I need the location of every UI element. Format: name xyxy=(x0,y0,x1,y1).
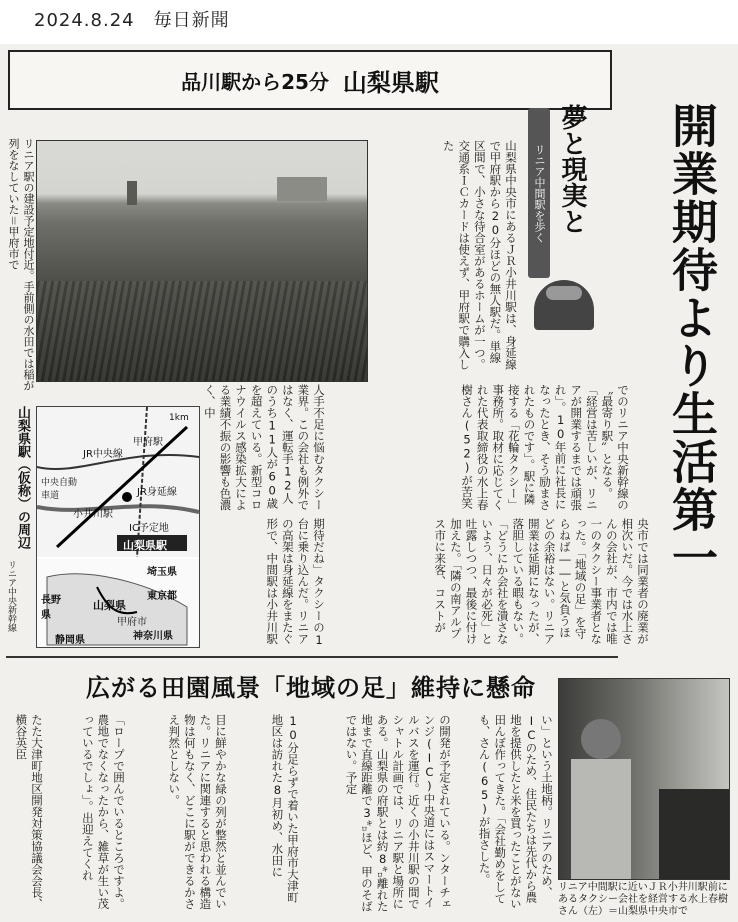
newspaper-clipping xyxy=(0,44,738,922)
banner-station: 山梨県駅 xyxy=(342,68,439,97)
series-emblem xyxy=(534,280,594,330)
map-label-kofu-station: 甲府駅 xyxy=(133,437,163,448)
map-label-ic: IC予定地 xyxy=(129,523,169,534)
bottom-column-3: 目に鮮やかな緑の列が整然と並んでいた。リニアに関連すると思われる構造物は何もなく、どこに駅ができるかさえ判然としない。 xyxy=(167,714,228,910)
bottom-column-6: い」という土地柄。リニアのため、ICのため、住民たちは先代から農地を提供したと米を買ったことがない田んぼ作ってきた。「会社勤めをしても、さん(65)が指さした。 xyxy=(477,714,554,910)
map-label-expressway: 中央自動車道 xyxy=(41,478,78,501)
map-label-jr-chuo: JR中央線 xyxy=(83,449,123,460)
map-label-kanagawa: 神奈川県 xyxy=(133,631,173,642)
article-column-1: 山梨県中央市にあるＪＲ小井川駅は、身延線で甲府駅から20分ほどの無人駅だ。単線区間で、小さな待合室があるホームが一つ。交通系ＩＣカードは使えず、甲府駅で購入した xyxy=(441,140,518,370)
taxi-owner-photo xyxy=(558,678,730,880)
divider-line xyxy=(6,656,618,658)
article-column-4: 央市では同業者の廃業が相次いだ。今では水上さんの会社が、市内では唯一のタクシー事業者となった。「地域の足」を守らねば――と気負うほどの余裕はない。リニア開業は延期になったが、落胆している暇もない。「どうにか会社を潰さないよう、日々が必死」と吐露しつつ、最後に付け加えた。「隣の南アルプス市に来客、コストが xyxy=(433,518,650,645)
map-title: 山梨県駅（仮称）の周辺 xyxy=(15,406,30,549)
bottom-column-1: たた大津町地区開発対策協議会会長、横谷英臣 xyxy=(14,714,44,910)
bottom-column-2: 「ロープで囲んでいるところですよ。農地でなくなったから、雑草が生い茂っているでしょ」。出迎えてくれ xyxy=(80,714,126,910)
photo2-caption: リニア中間駅に近いＪＲ小井川駅前にあるタクシー会社を経営する水上春樹さん（左）＝山梨県中央市で xyxy=(558,882,728,917)
banner-prefix: 品川駅から25分 xyxy=(181,69,329,94)
map-label-kofu-city: 甲府市 xyxy=(117,617,147,628)
article-column-3: でのリニア中央新幹線の〝最寄り駅〟となる。「経営は苦しいが、リニアが開業するまでは頑張れ」。10年前に社長になったとき、そう励まされたものです」。駅に隣接する「花輪タクシー」事務所。取材に応じてくれた代表取締役の水上春樹さん(52)が苦笑 xyxy=(460,384,630,511)
bottom-column-5: の開発が予定されている。ンターチェンジ(IC)中央道にはスマートイルバスを運行。近くの小井川駅の間でシャトル計画では、リニア駅と場所にある。山梨県の府駅とは約8㌔離れた地まで直線距離で3㌔ほど、甲のそばではない。予定 xyxy=(344,714,452,912)
map-label-koikawa-station: 小井川駅 xyxy=(73,509,113,520)
map-label-shizuoka: 静岡県 xyxy=(55,635,85,646)
area-map xyxy=(36,406,200,648)
map-scale: 1km xyxy=(169,413,189,423)
map-label-yamanashi: 山梨県 xyxy=(93,599,126,612)
map-legend: リニア中央新幹線 xyxy=(6,560,16,632)
series-subtitle: リニア中間駅を歩く xyxy=(528,108,550,278)
map-label-jr-minobu: JR身延線 xyxy=(137,487,177,498)
article-column-5: 人手不足に悩むタクシー業界。この会社も例外ではなく、運転手12人のうち11人が60歳を超えている。新型コロナウイルス感染拡大による業績不振の影響も色濃く、中 xyxy=(202,384,326,511)
main-headline: 開業期待より生活第一 xyxy=(665,102,719,582)
location-banner xyxy=(8,50,612,110)
publication-date: 2024.8.24 毎日新聞 xyxy=(34,10,230,31)
rice-field-photo xyxy=(36,140,368,382)
map-label-nagano: 長野県 xyxy=(41,595,61,621)
map-label-yamanashi-station: 山梨県駅 xyxy=(123,539,167,552)
map-label-tokyo: 東京都 xyxy=(147,591,177,602)
bottom-column-4: 10分足らずで着いた甲府市大津町地区は訪れた8月初め、水田に xyxy=(270,714,300,903)
map-label-saitama: 埼玉県 xyxy=(147,567,177,578)
article-column-6: 期待だね」タクシーの1台に乗り込んだ。リニアの高架は身延線をまたぐ形で、中間駅は小井川駅 xyxy=(265,518,326,647)
photo1-caption: リニア駅の建設予定地付近。手前側の水田では稲が列をなしていた＝甲府市で xyxy=(7,138,35,391)
subheadline: 広がる田園風景「地域の足」維持に懸命 xyxy=(86,672,536,702)
series-title: 夢と現実と xyxy=(557,104,587,234)
